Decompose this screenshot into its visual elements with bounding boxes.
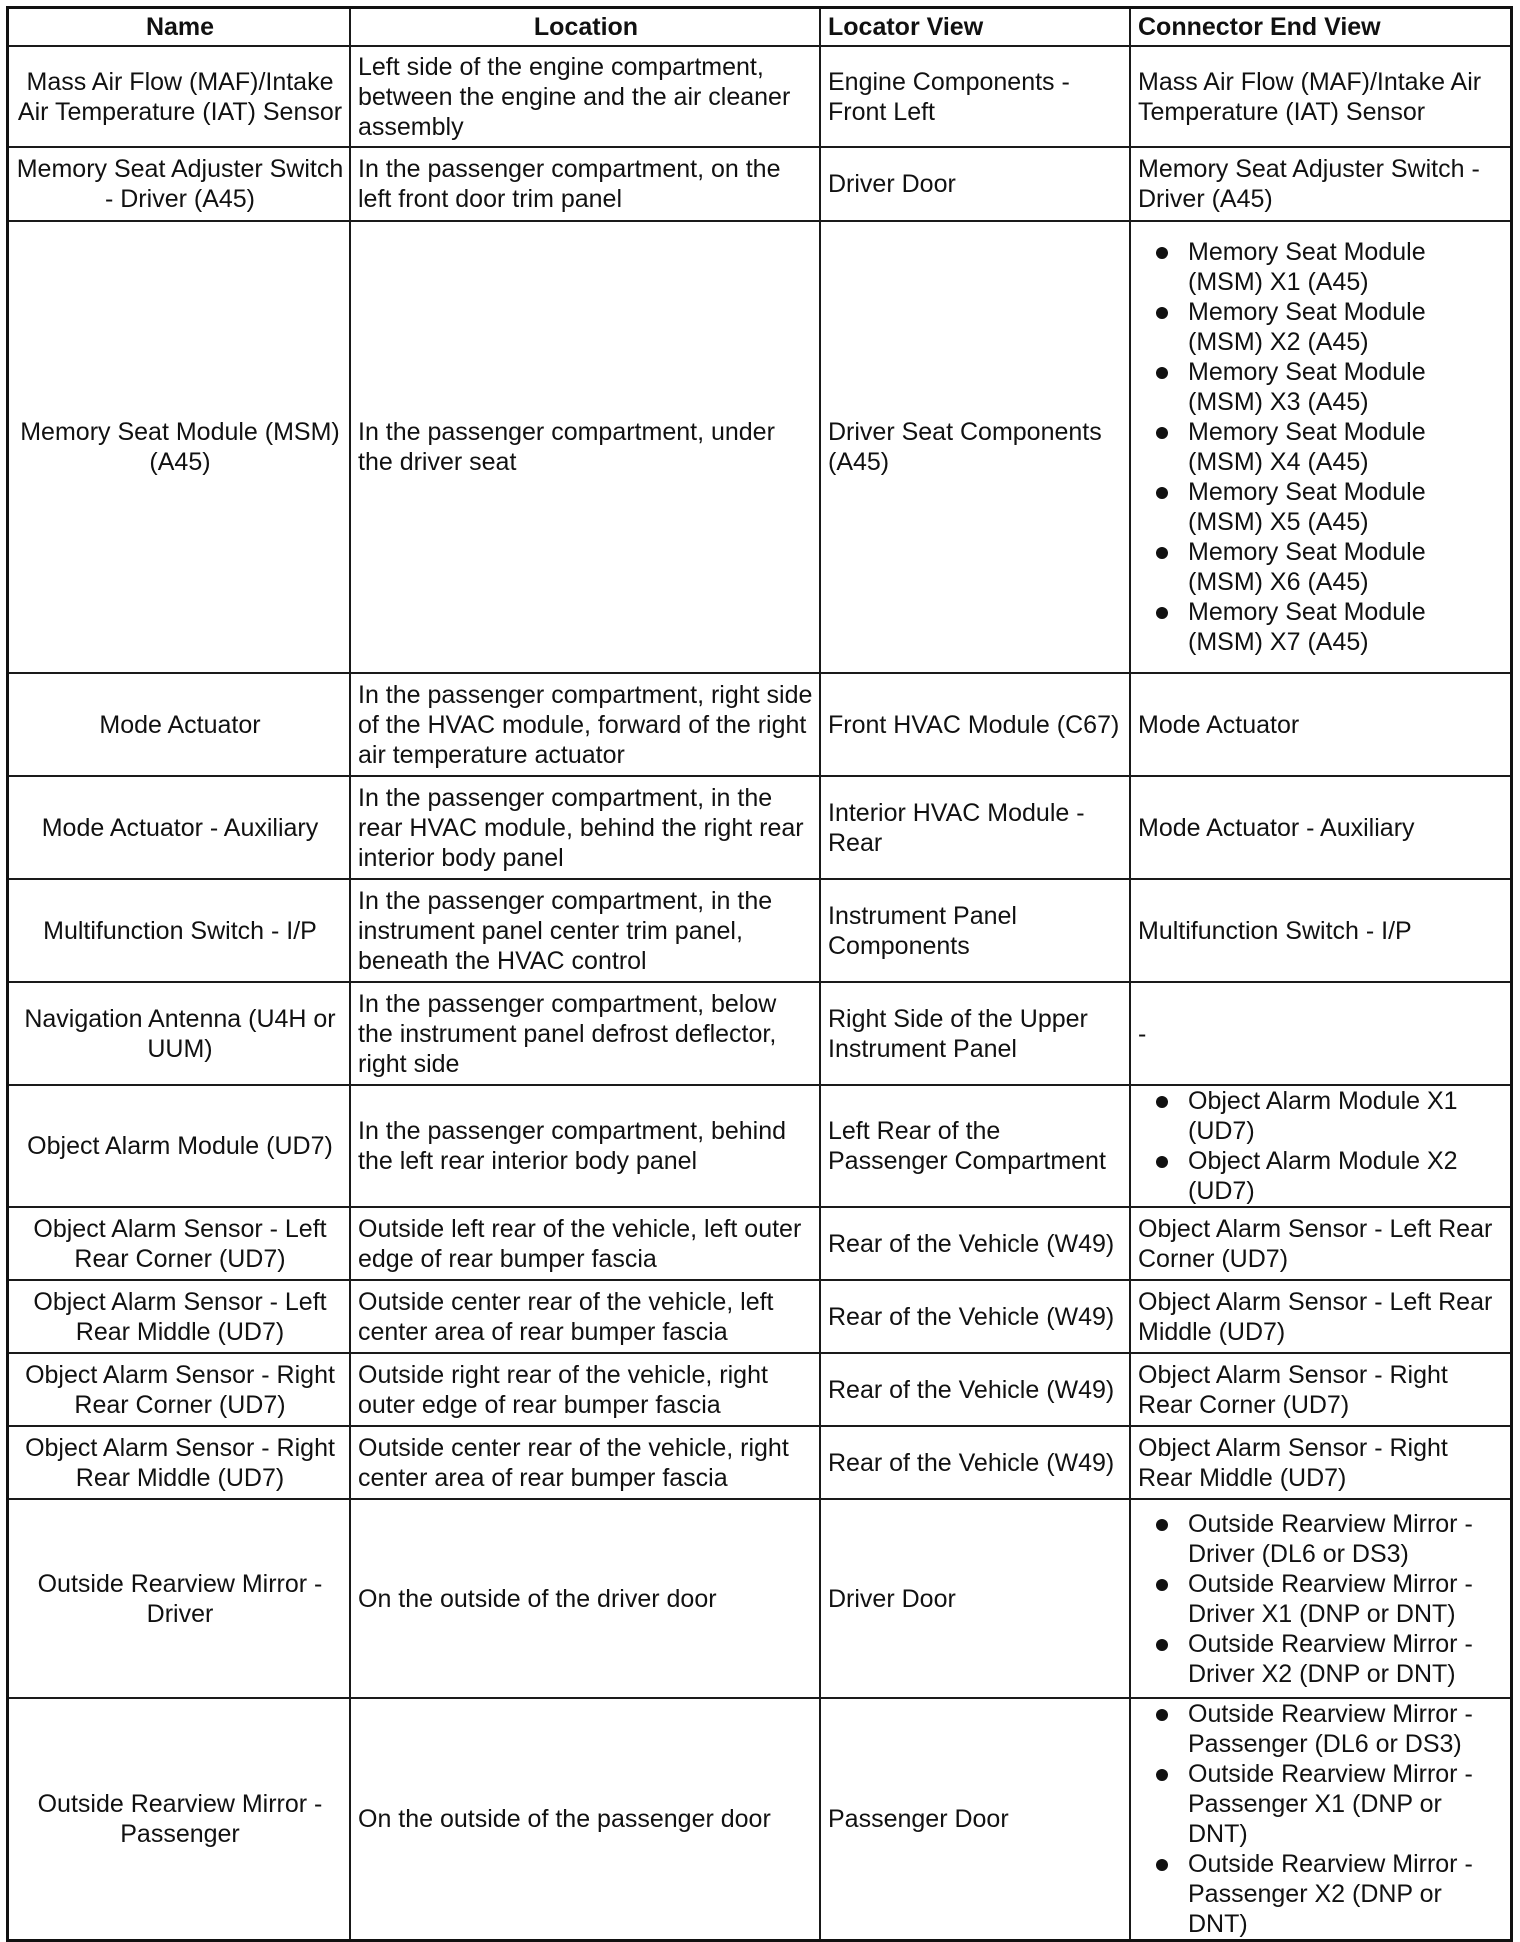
- table-row: [8, 1353, 1512, 1426]
- cell-connector-end-view: Mode Actuator: [1130, 673, 1512, 776]
- table-row: [8, 982, 1512, 1085]
- cell-connector-end-view: Object Alarm Sensor - Right Rear Middle (UD7): [1130, 1426, 1512, 1499]
- list-item: Memory Seat Module (MSM) X4 (A45): [1138, 417, 1505, 477]
- table-row: [8, 1698, 1512, 1941]
- cell-location: In the passenger compartment, under the driver seat: [350, 221, 820, 673]
- cell-name: Memory Seat Module (MSM) (A45): [8, 221, 351, 673]
- table-row: [8, 776, 1512, 879]
- table-row: [8, 1499, 1512, 1698]
- cell-location: Outside center rear of the vehicle, left center area of rear bumper fascia: [350, 1280, 820, 1353]
- cell-connector-end-view: [1130, 221, 1512, 673]
- list-item: Memory Seat Module (MSM) X6 (A45): [1138, 537, 1505, 597]
- cell-connector-end-view: Mode Actuator - Auxiliary: [1130, 776, 1512, 879]
- cell-locator-view: Rear of the Vehicle (W49): [820, 1207, 1130, 1280]
- cell-location: In the passenger compartment, on the left front door trim panel: [350, 147, 820, 221]
- cell-name: Mode Actuator - Auxiliary: [8, 776, 351, 879]
- table-row: [8, 1085, 1512, 1207]
- cell-location: In the passenger compartment, behind the left rear interior body panel: [350, 1085, 820, 1207]
- cell-location: On the outside of the passenger door: [350, 1698, 820, 1941]
- table-row: [8, 147, 1512, 221]
- table-row: [8, 221, 1512, 673]
- cell-name: Memory Seat Adjuster Switch - Driver (A45): [8, 147, 351, 221]
- cell-locator-view: Driver Seat Components (A45): [820, 221, 1130, 673]
- table-row: [8, 46, 1512, 147]
- cell-location: On the outside of the driver door: [350, 1499, 820, 1698]
- list-item: Memory Seat Module (MSM) X3 (A45): [1138, 357, 1505, 417]
- cell-locator-view: Driver Door: [820, 147, 1130, 221]
- list-item: Outside Rearview Mirror - Driver (DL6 or DS3): [1138, 1509, 1505, 1569]
- list-item: Outside Rearview Mirror - Passenger X2 (DNP or DNT): [1138, 1849, 1505, 1939]
- list-item: Outside Rearview Mirror - Passenger X1 (DNP or DNT): [1138, 1759, 1505, 1849]
- cell-locator-view: Passenger Door: [820, 1698, 1130, 1941]
- cell-connector-end-view: Object Alarm Sensor - Left Rear Middle (UD7): [1130, 1280, 1512, 1353]
- list-item: Outside Rearview Mirror - Passenger (DL6 or DS3): [1138, 1699, 1505, 1759]
- component-locator-table: [6, 6, 1513, 1942]
- list-item: Object Alarm Module X1 (UD7): [1138, 1086, 1505, 1146]
- cell-location: Outside center rear of the vehicle, right center area of rear bumper fascia: [350, 1426, 820, 1499]
- cell-connector-end-view: [1130, 1698, 1512, 1941]
- cell-name: Navigation Antenna (U4H or UUM): [8, 982, 351, 1085]
- cell-connector-end-view: Mass Air Flow (MAF)/Intake Air Temperature (IAT) Sensor: [1130, 46, 1512, 147]
- cell-locator-view: Front HVAC Module (C67): [820, 673, 1130, 776]
- cell-name: Object Alarm Sensor - Left Rear Middle (UD7): [8, 1280, 351, 1353]
- cell-locator-view: Engine Components - Front Left: [820, 46, 1130, 147]
- cell-locator-view: Left Rear of the Passenger Compartment: [820, 1085, 1130, 1207]
- cell-name: Outside Rearview Mirror - Driver: [8, 1499, 351, 1698]
- cell-location: In the passenger compartment, in the rear HVAC module, behind the right rear interior body panel: [350, 776, 820, 879]
- connector-list: [1138, 1699, 1505, 1939]
- list-item: Memory Seat Module (MSM) X1 (A45): [1138, 237, 1505, 297]
- cell-name: Mode Actuator: [8, 673, 351, 776]
- cell-connector-end-view: Object Alarm Sensor - Right Rear Corner (UD7): [1130, 1353, 1512, 1426]
- cell-name: Mass Air Flow (MAF)/Intake Air Temperature (IAT) Sensor: [8, 46, 351, 147]
- cell-locator-view: Driver Door: [820, 1499, 1130, 1698]
- header-location: Location: [350, 8, 820, 47]
- cell-name: Object Alarm Module (UD7): [8, 1085, 351, 1207]
- cell-name: Multifunction Switch - I/P: [8, 879, 351, 982]
- table-row: [8, 1426, 1512, 1499]
- cell-location: Outside left rear of the vehicle, left outer edge of rear bumper fascia: [350, 1207, 820, 1280]
- header-row: [8, 8, 1512, 47]
- table-row: [8, 1280, 1512, 1353]
- cell-location: In the passenger compartment, below the instrument panel defrost deflector, right side: [350, 982, 820, 1085]
- cell-locator-view: Rear of the Vehicle (W49): [820, 1280, 1130, 1353]
- cell-connector-end-view: [1130, 1499, 1512, 1698]
- header-connector-end-view: Connector End View: [1130, 8, 1512, 47]
- cell-connector-end-view: Object Alarm Sensor - Left Rear Corner (UD7): [1130, 1207, 1512, 1280]
- cell-connector-end-view: Memory Seat Adjuster Switch - Driver (A45): [1130, 147, 1512, 221]
- list-item: Outside Rearview Mirror - Driver X2 (DNP or DNT): [1138, 1629, 1505, 1689]
- header-locator-view: Locator View: [820, 8, 1130, 47]
- cell-name: Object Alarm Sensor - Left Rear Corner (UD7): [8, 1207, 351, 1280]
- cell-locator-view: Rear of the Vehicle (W49): [820, 1353, 1130, 1426]
- cell-location: Outside right rear of the vehicle, right outer edge of rear bumper fascia: [350, 1353, 820, 1426]
- list-item: Memory Seat Module (MSM) X7 (A45): [1138, 597, 1505, 657]
- cell-name: Object Alarm Sensor - Right Rear Middle (UD7): [8, 1426, 351, 1499]
- cell-name: Outside Rearview Mirror - Passenger: [8, 1698, 351, 1941]
- connector-list: [1138, 237, 1505, 657]
- cell-name: Object Alarm Sensor - Right Rear Corner (UD7): [8, 1353, 351, 1426]
- cell-connector-end-view: Multifunction Switch - I/P: [1130, 879, 1512, 982]
- list-item: Memory Seat Module (MSM) X5 (A45): [1138, 477, 1505, 537]
- cell-location: In the passenger compartment, in the instrument panel center trim panel, beneath the HVAC control: [350, 879, 820, 982]
- cell-connector-end-view: [1130, 1085, 1512, 1207]
- cell-location: In the passenger compartment, right side of the HVAC module, forward of the right air temperature actuator: [350, 673, 820, 776]
- cell-location: Left side of the engine compartment, between the engine and the air cleaner assembly: [350, 46, 820, 147]
- list-item: Outside Rearview Mirror - Driver X1 (DNP or DNT): [1138, 1569, 1505, 1629]
- cell-locator-view: Instrument Panel Components: [820, 879, 1130, 982]
- cell-connector-end-view: -: [1130, 982, 1512, 1085]
- connector-list: [1138, 1509, 1505, 1689]
- table-row: [8, 1207, 1512, 1280]
- list-item: Memory Seat Module (MSM) X2 (A45): [1138, 297, 1505, 357]
- cell-locator-view: Right Side of the Upper Instrument Panel: [820, 982, 1130, 1085]
- cell-locator-view: Interior HVAC Module - Rear: [820, 776, 1130, 879]
- header-name: Name: [8, 8, 351, 47]
- table-row: [8, 673, 1512, 776]
- connector-list: [1138, 1086, 1505, 1206]
- table-row: [8, 879, 1512, 982]
- list-item: Object Alarm Module X2 (UD7): [1138, 1146, 1505, 1206]
- cell-locator-view: Rear of the Vehicle (W49): [820, 1426, 1130, 1499]
